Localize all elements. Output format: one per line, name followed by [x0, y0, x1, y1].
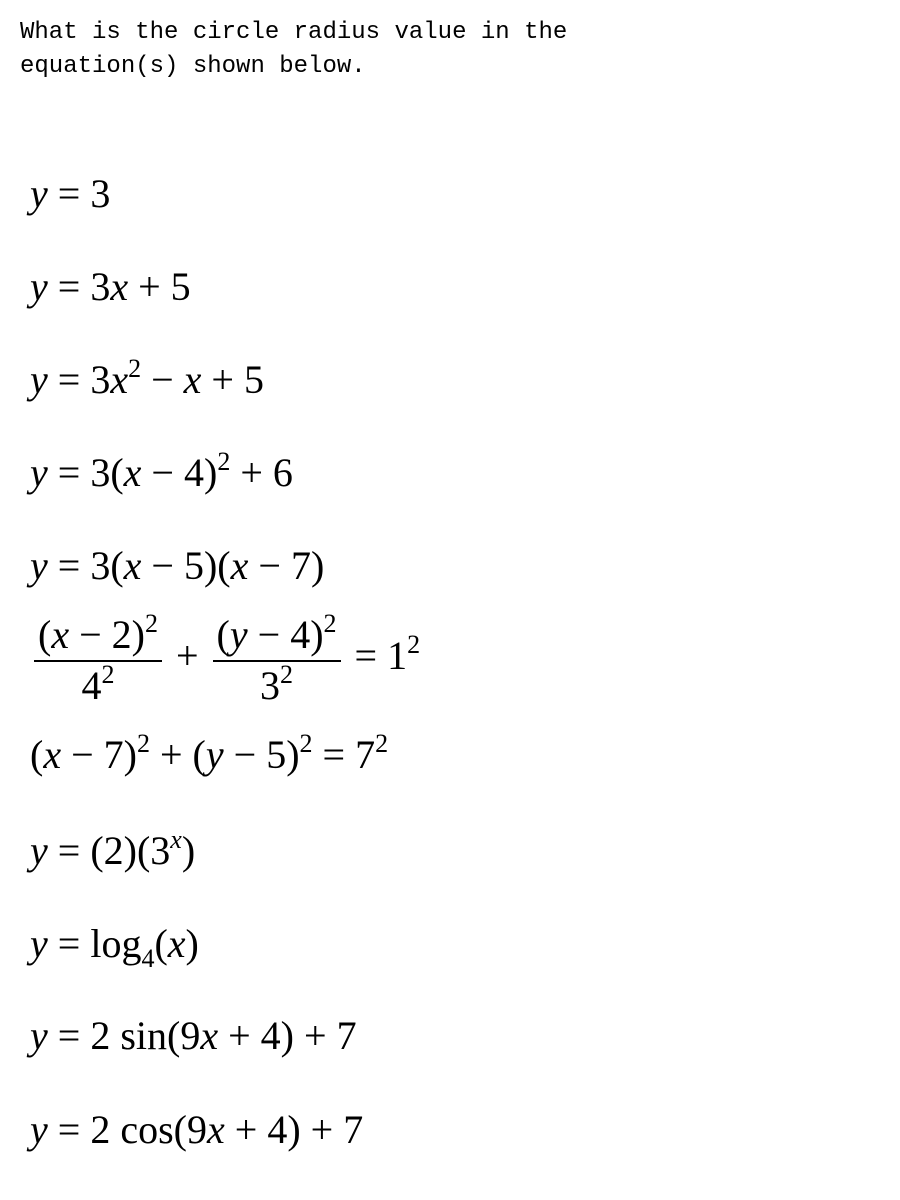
equation-exponential: $y = (2)(3^x)$: [30, 825, 196, 873]
equation-constant: y = 3: [30, 171, 111, 216]
ellipse-fraction-y: $\frac{(y - 4)^2}{3^2}$: [213, 612, 341, 708]
equation-linear: y = 3x + 5: [30, 264, 191, 309]
equation-quadratic-factored: y = 3(x − 5)(x − 7): [30, 543, 325, 588]
equation-ellipse: $\frac{(x - 2)^2}{4^2}$ + $\frac{(y - 4)^2}{3^2}$ = $1^2$: [30, 612, 420, 708]
equation-circle: $(x - 7)^2 + (y - 5)^2 = 7^2$: [30, 729, 389, 777]
ellipse-fraction-x: $\frac{(x - 2)^2}{4^2}$: [34, 612, 162, 708]
equation-sine: y = 2 sin(9x + 4) + 7: [30, 1013, 357, 1058]
equation-logarithm: $y = \log_4(x)$: [30, 921, 199, 973]
equation-quadratic-standard: $y = 3x^2 - x + 5$: [30, 354, 264, 402]
equation-quadratic-vertex: $y = 3(x - 4)^2 + 6$: [30, 447, 293, 495]
question-text: What is the circle radius value in the equation(s) shown below.: [20, 19, 568, 80]
equation-cosine: y = 2 cos(9x + 4) + 7: [30, 1107, 364, 1152]
